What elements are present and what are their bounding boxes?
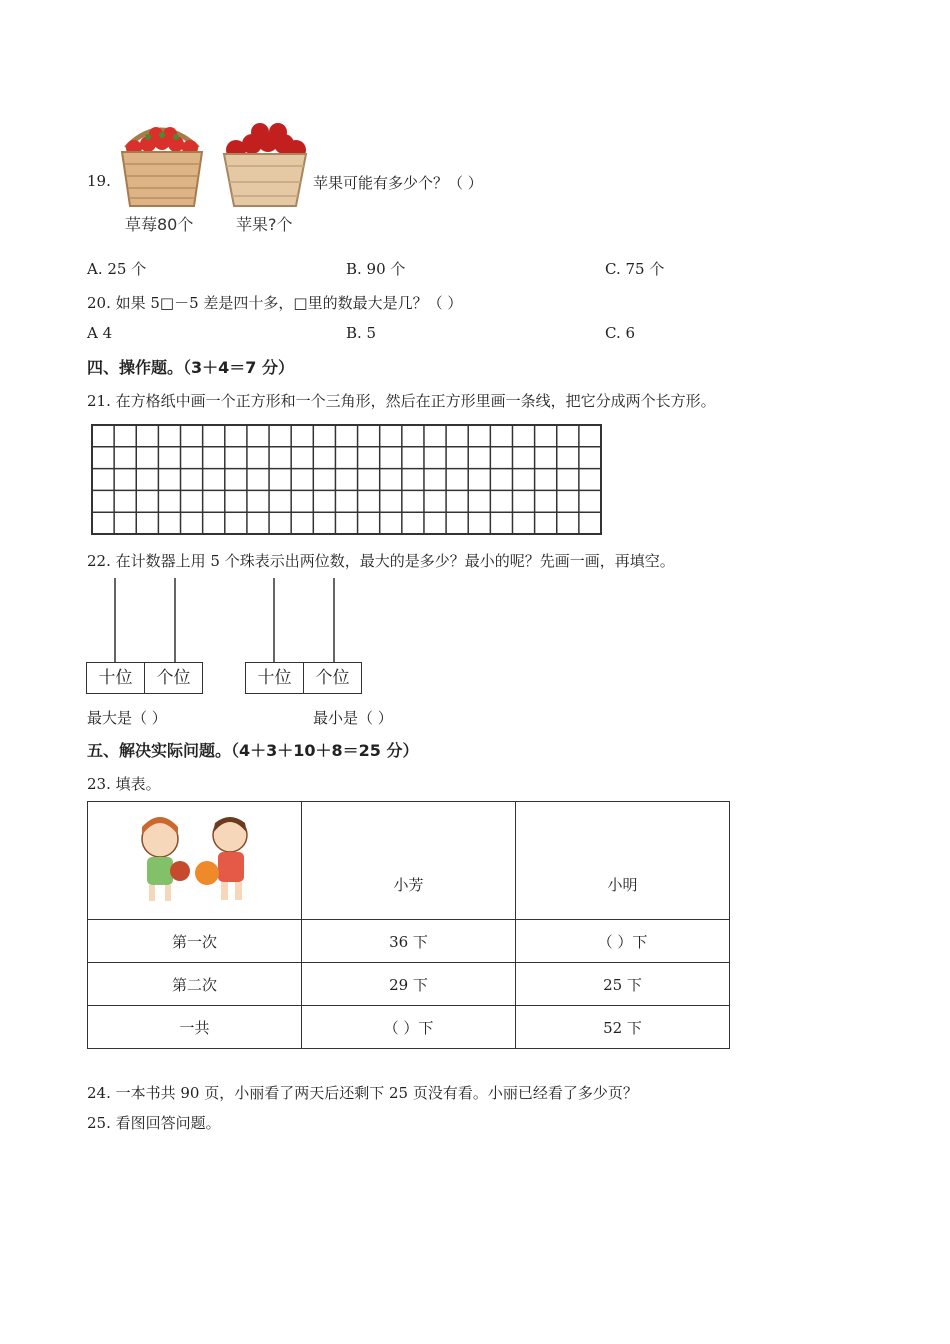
question-text: 20. 如果 5□－5 差是四十多，□里的数最大是几？（ ） (87, 294, 463, 312)
header-xiaoming: 小明 (516, 802, 730, 920)
option-b: B. 90 个 (346, 260, 406, 278)
abacus-tens-label: 十位 (86, 662, 145, 694)
boy-figure (195, 817, 247, 900)
row-label: 第二次 (88, 963, 302, 1006)
option-a: A 4 (87, 324, 113, 342)
kids-basketball-image (125, 811, 265, 911)
table-cell: 29 下 (302, 963, 516, 1006)
min-answer[interactable]: 最小是（ ） (313, 709, 393, 727)
girl-figure (142, 817, 190, 901)
option-c: C. 75 个 (605, 260, 665, 278)
question-text: 25. 看图回答问题。 (87, 1114, 221, 1132)
table-cell: 36 下 (302, 920, 516, 963)
abacus-ones-label: 个位 (303, 662, 362, 694)
apple-basket-image (220, 120, 310, 210)
row-label: 第一次 (88, 920, 302, 963)
abacus-rods (86, 578, 366, 664)
table-cell: 25 下 (516, 963, 730, 1006)
option-c: C. 6 (605, 324, 636, 342)
kids-illustration-cell (88, 802, 302, 920)
answer-blank[interactable]: （ ）下 (302, 1006, 516, 1049)
section-title: 四、操作题。（3＋4＝7 分） (87, 358, 294, 377)
strawberry-basket-image (112, 118, 212, 210)
strawberry-caption: 草莓80个 (125, 215, 194, 234)
question-text: 21. 在方格纸中画一个正方形和一个三角形，然后在正方形里画一条线，把它分成两个长方形。 (87, 392, 716, 410)
option-a: A. 25 个 (87, 260, 147, 278)
fill-table (87, 801, 730, 1049)
header-xiaofang: 小芳 (302, 802, 516, 920)
option-b: B. 5 (346, 324, 377, 342)
section-title: 五、解决实际问题。（4＋3＋10＋8＝25 分） (87, 741, 419, 760)
abacus-ones-label: 个位 (144, 662, 203, 694)
question-text: 23. 填表。 (87, 775, 161, 793)
answer-blank[interactable]: （ ）下 (516, 920, 730, 963)
row-label: 一共 (88, 1006, 302, 1049)
grid-paper[interactable] (91, 424, 603, 536)
question-text: 22. 在计数器上用 5 个珠表示出两位数，最大的是多少？最小的呢？先画一画，再填空。 (87, 552, 675, 570)
question-number: 19. (87, 172, 111, 190)
max-answer[interactable]: 最大是（ ） (87, 709, 167, 727)
table-cell: 52 下 (516, 1006, 730, 1049)
question-text: 24. 一本书共 90 页，小丽看了两天后还剩下 25 页没有看。小丽已经看了多少页？ (87, 1084, 638, 1102)
question-text: 苹果可能有多少个？（ ） (313, 174, 483, 192)
apple-caption: 苹果?个 (236, 215, 293, 234)
abacus-tens-label: 十位 (245, 662, 304, 694)
